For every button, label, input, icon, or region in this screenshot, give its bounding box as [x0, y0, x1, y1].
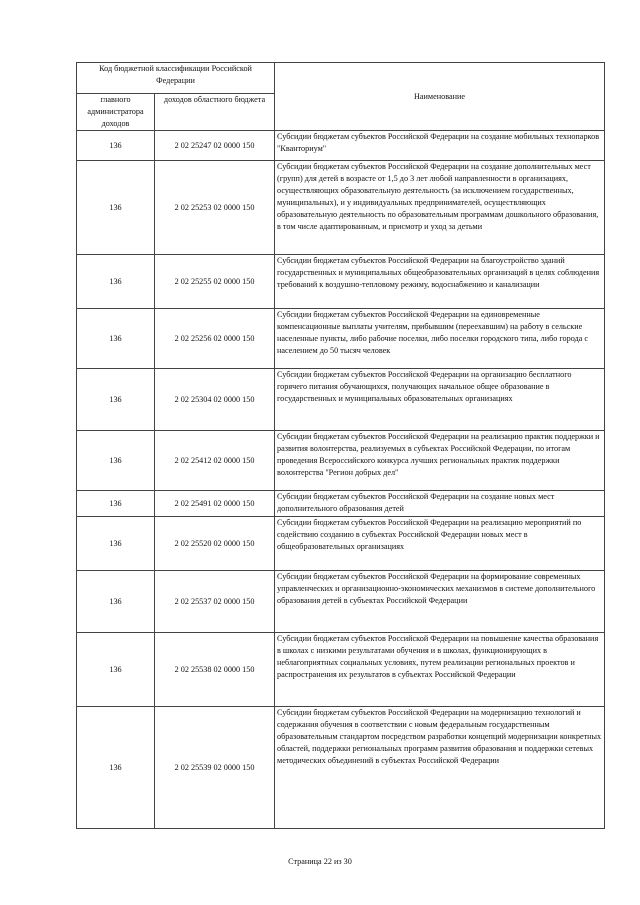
- table-header-row: [77, 63, 605, 94]
- cell-income-code: 2 02 25253 02 0000 150: [155, 161, 275, 255]
- budget-classification-table: [76, 62, 605, 829]
- cell-income-code: 2 02 25538 02 0000 150: [155, 633, 275, 707]
- cell-income-code: 2 02 25491 02 0000 150: [155, 491, 275, 517]
- table-row: [77, 255, 605, 309]
- cell-income-code: 2 02 25256 02 0000 150: [155, 309, 275, 369]
- cell-name: Субсидии бюджетам субъектов Российской Федерации на реализацию практик поддержки и развития волонтерства, реализуемых в субъектах Российской Федерации, по итогам проведения Всероссийского конкурса лучших региональных практик поддержки волонтерства "Регион добрых дел": [275, 431, 605, 491]
- cell-income-code: 2 02 25304 02 0000 150: [155, 369, 275, 431]
- table-body: [77, 131, 605, 829]
- cell-name: Субсидии бюджетам субъектов Российской Федерации на создание мобильных технопарков "Кванториум": [275, 131, 605, 161]
- cell-admin-code: 136: [77, 633, 155, 707]
- cell-name: Субсидии бюджетам субъектов Российской Федерации на организацию бесплатного горячего питания обучающихся, получающих начальное общее образование в государственных и муниципальных образовательных организациях: [275, 369, 605, 431]
- cell-name: Субсидии бюджетам субъектов Российской Федерации на повышение качества образования в школах с низкими результатами обучения и в школах, функционирующих в неблагоприятных социальных условиях, путем реализации региональных проектов и распространения их результатов в субъектах Российской Федерации: [275, 633, 605, 707]
- cell-admin-code: 136: [77, 707, 155, 829]
- cell-name: Субсидии бюджетам субъектов Российской Федерации на благоустройство зданий государственных и муниципальных общеобразовательных организаций в целях соблюдения требований к воздушно-тепловому режиму, водоснабжению и канализации: [275, 255, 605, 309]
- cell-income-code: 2 02 25412 02 0000 150: [155, 431, 275, 491]
- cell-name: Субсидии бюджетам субъектов Российской Федерации на создание новых мест дополнительного образования детей: [275, 491, 605, 517]
- page-number: Страница 22 из 30: [288, 857, 352, 866]
- table-row: [77, 369, 605, 431]
- table-row: [77, 161, 605, 255]
- table-row: [77, 491, 605, 517]
- header-main-administrator: главного администратора доходов: [77, 94, 155, 131]
- cell-admin-code: 136: [77, 491, 155, 517]
- cell-admin-code: 136: [77, 161, 155, 255]
- table-row: [77, 309, 605, 369]
- cell-admin-code: 136: [77, 431, 155, 491]
- cell-admin-code: 136: [77, 517, 155, 571]
- cell-income-code: 2 02 25539 02 0000 150: [155, 707, 275, 829]
- table-row: [77, 431, 605, 491]
- cell-income-code: 2 02 25255 02 0000 150: [155, 255, 275, 309]
- cell-admin-code: 136: [77, 255, 155, 309]
- cell-name: Субсидии бюджетам субъектов Российской Федерации на создание дополнительных мест (групп) для детей в возрасте от 1,5 до 3 лет любой направленности в организациях, осуществляющих образовательную деятельность (за исключением государственных, муниципальных), и у индивидуальных предпринимателей, осуществляющих образовательную деятельность по образовательным программам дошкольного образования, в том числе адаптированным, и присмотр и уход за детьми: [275, 161, 605, 255]
- header-budget-code-group: Код бюджетной классификации Российской Федерации: [77, 63, 275, 94]
- cell-name: Субсидии бюджетам субъектов Российской Федерации на формирование современных управленческих и организационно-экономических механизмов в системе дополнительного образования детей в субъектах Российской Федерации: [275, 571, 605, 633]
- cell-admin-code: 136: [77, 571, 155, 633]
- cell-income-code: 2 02 25520 02 0000 150: [155, 517, 275, 571]
- header-regional-income: доходов областного бюджета: [155, 94, 275, 131]
- table-row: [77, 707, 605, 829]
- table-row: [77, 517, 605, 571]
- cell-income-code: 2 02 25537 02 0000 150: [155, 571, 275, 633]
- cell-name: Субсидии бюджетам субъектов Российской Федерации на единовременные компенсационные выплаты учителям, прибывшим (переехавшим) на работу в сельские населенные пункты, либо рабочие поселки, либо поселки городского типа, либо города с населением до 50 тысяч человек: [275, 309, 605, 369]
- cell-admin-code: 136: [77, 131, 155, 161]
- table-row: [77, 131, 605, 161]
- cell-admin-code: 136: [77, 369, 155, 431]
- cell-name: Субсидии бюджетам субъектов Российской Федерации на реализацию мероприятий по содействию созданию в субъектах Российской Федерации новых мест в общеобразовательных организациях: [275, 517, 605, 571]
- header-name: Наименование: [275, 63, 605, 131]
- cell-income-code: 2 02 25247 02 0000 150: [155, 131, 275, 161]
- cell-admin-code: 136: [77, 309, 155, 369]
- cell-name: Субсидии бюджетам субъектов Российской Федерации на модернизацию технологий и содержания обучения в соответствии с новым федеральным государственным образовательным стандартом посредством разработки концепций модернизации конкретных областей, поддержки региональных программ развития образования и поддержки сетевых методических объединений в субъектах Российской Федерации: [275, 707, 605, 829]
- table-row: [77, 633, 605, 707]
- table-row: [77, 571, 605, 633]
